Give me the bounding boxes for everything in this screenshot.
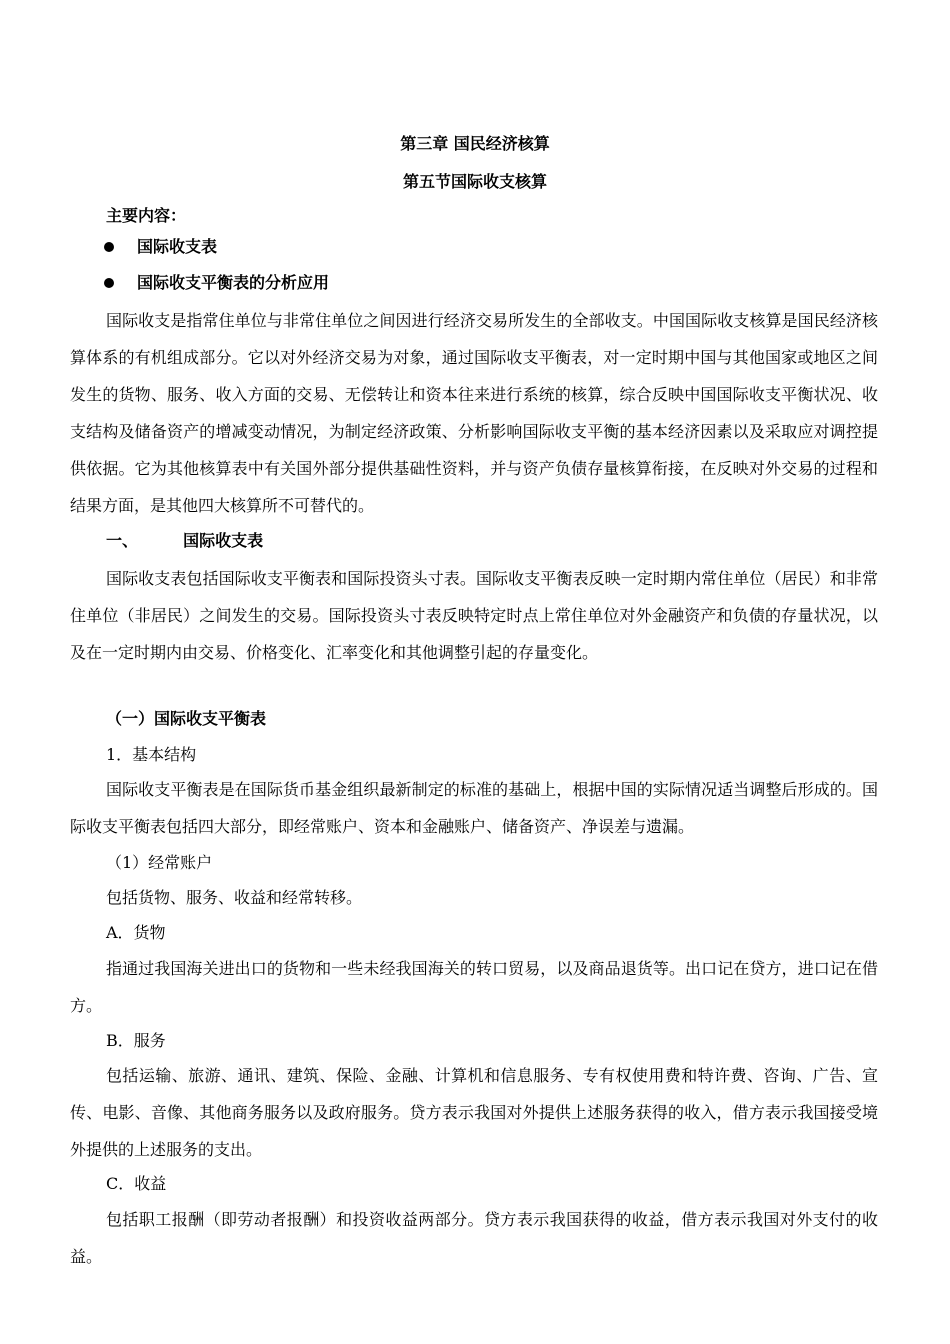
item-income: C．收益 — [106, 1174, 167, 1193]
heading-number: 一、 — [106, 531, 139, 550]
intro-paragraph: 国际收支是指常住单位与非常住单位之间因进行经济交易所发生的全部收支。中国国际收支核算是国民经济核算体系的有机组成部分。它以对外经济交易为对象，通过国际收支平衡表，对一定时期中国与其他国家或地区之间发生的货物、服务、收入方面的交易、无偿转让和资本往来进行系统的核算，综合反映中国国际收支平衡状况、收支结构及储备资产的增减变动情况，为制定经济政策、分析影响国际收支平衡的基本经济因素以及采取应对调控提供依据。它为其他核算表中有关国外部分提供基础性资料，并与资产负债存量核算衔接，在反映对外交易的过程和结果方面，是其他四大核算所不可替代的。 — [70, 311, 878, 515]
bullet-item — [104, 237, 217, 257]
item-basic-structure: 1．基本结构 — [106, 745, 197, 764]
item-services: B．服务 — [106, 1031, 166, 1050]
bullet-text: 国际收支表 — [137, 237, 218, 256]
bullet-item — [104, 273, 329, 293]
current-account-text: 包括货物、服务、收益和经常转移。 — [106, 888, 363, 907]
heading-title: 国际收支表 — [183, 531, 264, 550]
bullet-dot-icon — [104, 242, 114, 252]
main-content-label: 主要内容： — [106, 206, 187, 225]
services-paragraph: 包括运输、旅游、通讯、建筑、保险、金融、计算机和信息服务、专有权使用费和特许费、咨询、广告、宣传、电影、音像、其他商务服务以及政府服务。贷方表示我国对外提供上述服务获得的收入，借方表示我国接受境外提供的上述服务的支出。 — [70, 1066, 878, 1159]
item-goods: A．货物 — [106, 923, 166, 942]
basic-structure-paragraph: 国际收支平衡表是在国际货币基金组织最新制定的标准的基础上，根据中国的实际情况适当调整后形成的。国际收支平衡表包括四大部分，即经常账户、资本和金融账户、储备资产、净误差与遗漏。 — [70, 780, 878, 836]
item-current-account: （1）经常账户 — [106, 853, 213, 872]
subheading-bop-statement: （一）国际收支平衡表 — [106, 709, 267, 728]
section-heading-one — [106, 531, 263, 551]
bullet-dot-icon — [104, 278, 114, 288]
section-title: 第五节国际收支核算 — [402, 172, 547, 191]
goods-paragraph: 指通过我国海关进出口的货物和一些未经我国海关的转口贸易，以及商品退货等。出口记在贷方，进口记在借方。 — [70, 959, 878, 1015]
income-paragraph: 包括职工报酬（即劳动者报酬）和投资收益两部分。贷方表示我国获得的收益，借方表示我国对外支付的收益。 — [70, 1210, 878, 1266]
chapter-title: 第三章 国民经济核算 — [400, 134, 550, 153]
bullet-text: 国际收支平衡表的分析应用 — [137, 273, 330, 292]
bop-table-paragraph: 国际收支表包括国际收支平衡表和国际投资头寸表。国际收支平衡表反映一定时期内常住单位（居民）和非常住单位（非居民）之间发生的交易。国际投资头寸表反映特定时点上常住单位对外金融资产和负债的存量状况，以及在一定时期内由交易、价格变化、汇率变化和其他调整引起的存量变化。 — [70, 569, 878, 662]
